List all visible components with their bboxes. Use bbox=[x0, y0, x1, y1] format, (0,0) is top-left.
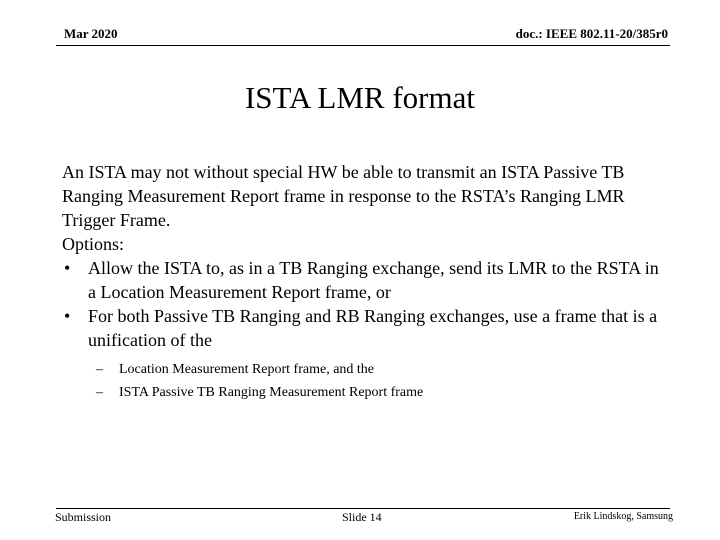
sub-bullet-item bbox=[62, 381, 662, 404]
footer-submission: Submission bbox=[55, 510, 112, 524]
footer-author: Erik Lindskog, Samsung bbox=[573, 511, 673, 522]
bullet-item bbox=[62, 256, 662, 304]
slide-body bbox=[62, 160, 662, 404]
sub-bullet-text: Location Measurement Report frame, and the bbox=[119, 362, 375, 377]
bullet-text: For both Passive TB Ranging and RB Ranging exchanges, use a frame that is a unification of the bbox=[88, 306, 658, 350]
sub-bullet-marker: – bbox=[96, 362, 103, 377]
intro-paragraph: An ISTA may not without special HW be able to transmit an ISTA Passive TB Ranging Measurement Report frame in response to the RSTA’s Ranging LMR Trigger Frame. bbox=[62, 162, 625, 230]
bullet-text: Allow the ISTA to, as in a TB Ranging exchange, send its LMR to the RSTA in a Location Measurement Report frame, or bbox=[88, 258, 659, 302]
sub-bullet-text: ISTA Passive TB Ranging Measurement Report frame bbox=[119, 385, 424, 400]
options-label: Options: bbox=[62, 234, 125, 254]
sub-bullet-list bbox=[62, 358, 662, 404]
bullet-item bbox=[62, 304, 662, 352]
footer-divider bbox=[56, 508, 670, 509]
sub-bullet-marker: – bbox=[96, 385, 103, 400]
sub-bullet-item bbox=[62, 358, 662, 381]
slide-title: ISTA LMR format bbox=[244, 80, 475, 115]
header-divider bbox=[56, 45, 670, 46]
bullet-marker: • bbox=[64, 258, 71, 278]
header-date: Mar 2020 bbox=[64, 26, 118, 41]
header-doc-id: doc.: IEEE 802.11-20/385r0 bbox=[515, 26, 668, 41]
bullet-marker: • bbox=[64, 306, 71, 326]
footer-slide-number: Slide 14 bbox=[342, 510, 382, 524]
